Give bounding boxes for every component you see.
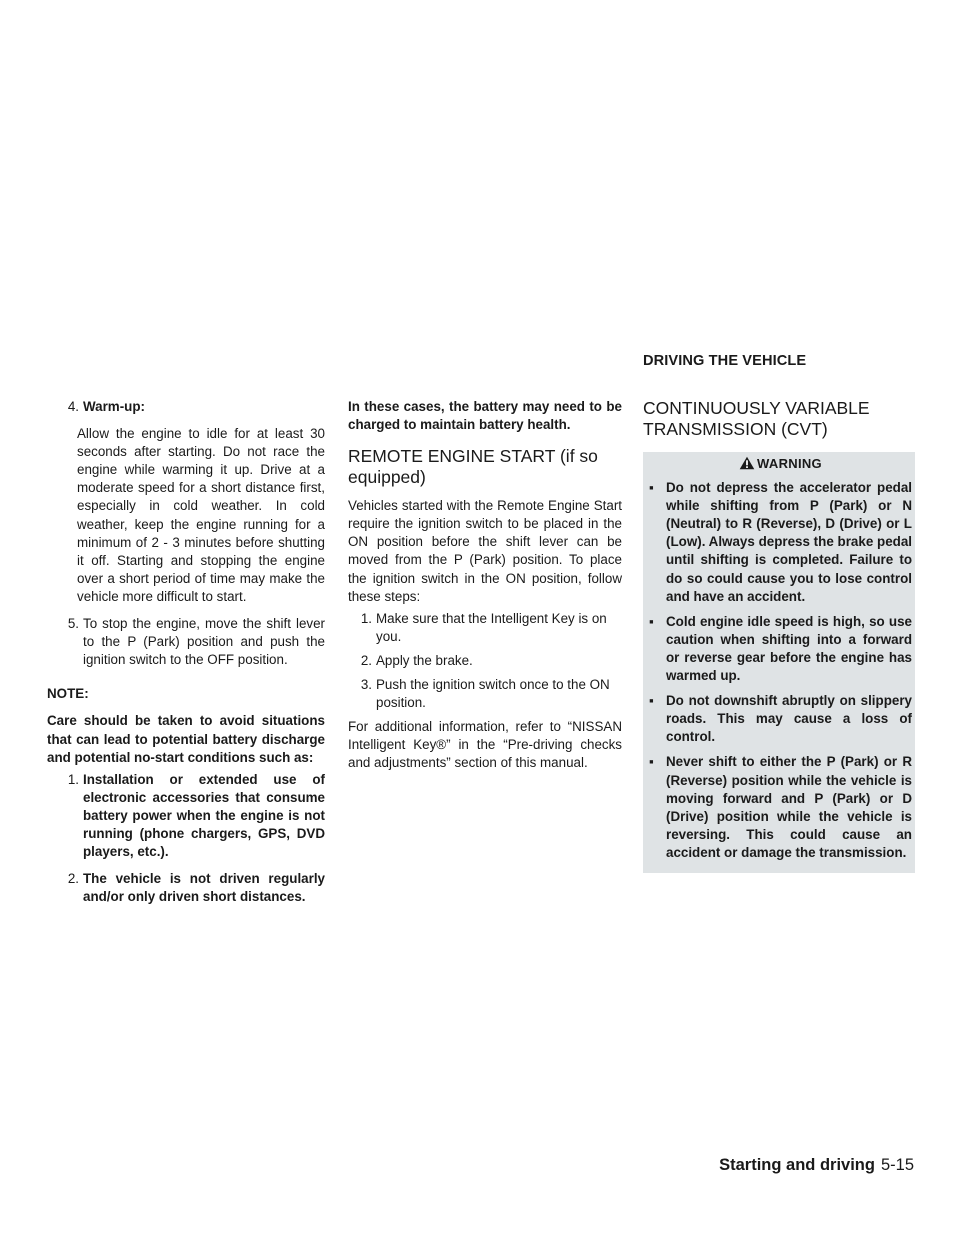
stop-engine-text: To stop the engine, move the shift lever to the P (Park) position and push the ignition switch to the OFF position. xyxy=(83,616,325,668)
note-item-text: The vehicle is not driven regularly and/or only driven short distances. xyxy=(83,871,325,905)
step-item xyxy=(348,652,622,670)
warning-item xyxy=(649,692,912,746)
step-text: Apply the brake. xyxy=(376,652,473,668)
warning-text: Do not depress the accelerator pedal while shifting from P (Park) or N (Neutral) to R (Reverse), D (Drive) or L (Low). Always depress the brake pedal until shifting is completed. Failure to do so could cause you to lose control and have an accident. xyxy=(666,480,912,604)
remote-start-intro: Vehicles started with the Remote Engine Start require the ignition switch to be placed in the ON position before the shift lever can be moved from the P (Park) position. To place the ignition switch in the ON position, follow these steps: xyxy=(348,498,622,604)
step-text: Push the ignition switch once to the ON position. xyxy=(376,677,610,711)
bullet: ▪ xyxy=(649,613,654,629)
step-text: Make sure that the Intelligent Key is on you. xyxy=(376,610,607,644)
warning-text: Do not downshift abruptly on slippery roads. This may cause a loss of control. xyxy=(666,693,912,745)
cvt-heading: CONTINUOUSLY VARIABLE TRANSMISSION (CVT) xyxy=(643,398,870,439)
warm-up-body: Allow the engine to idle for at least 30 seconds after starting. Do not race the engine while warming it up. Drive at a moderate speed for a short distance first, especially in cold weather. In cold weather, keep the engine running for a minimum of 2 - 3 minutes before shutting it off. Starting and stopping the engine over a short period of time may make the vehicle more difficult to start. xyxy=(77,426,325,604)
note-item-2 xyxy=(47,870,325,906)
column-left xyxy=(47,398,325,906)
warning-text: Cold engine idle speed is high, so use caution when shifting into a forward or reverse gear before the engine has warmed up. xyxy=(666,613,912,684)
list-number: 2. xyxy=(360,652,372,668)
section-band-title: DRIVING THE VEHICLE xyxy=(643,353,807,369)
warm-up-title: Warm-up: xyxy=(83,399,145,414)
list-number: 4. xyxy=(67,399,79,414)
step-item xyxy=(348,676,622,712)
bullet: ▪ xyxy=(649,693,654,709)
list-number: 2. xyxy=(67,871,79,887)
page-footer xyxy=(719,1156,914,1175)
note-label: NOTE: xyxy=(47,686,89,702)
step-item xyxy=(348,610,622,646)
warning-label: WARNING xyxy=(757,456,822,471)
warning-text: Never shift to either the P (Park) or R (Reverse) position while the vehicle is moving forward and P (Park) or D (Drive) position while the vehicle is reversing. This could cause an accident or damage the transmission. xyxy=(666,754,912,860)
note-body: Care should be taken to avoid situations that can lead to potential battery discharge and potential no-start conditions such as: xyxy=(47,713,325,765)
list-item-stop-engine xyxy=(47,615,325,669)
warning-triangle-icon xyxy=(739,456,755,470)
remote-start-steps xyxy=(348,610,622,712)
note-item-text: Installation or extended use of electronic accessories that consume battery power when the engine is not running (phone chargers, GPS, DVD players, etc.). xyxy=(83,771,325,860)
page-number: 5-15 xyxy=(880,1156,914,1174)
note-item-1 xyxy=(47,771,325,861)
column-middle xyxy=(348,398,622,773)
battery-note: In these cases, the battery may need to be charged to maintain battery health. xyxy=(348,399,622,433)
list-item-warm-up xyxy=(47,398,325,416)
column-right xyxy=(643,398,915,873)
footer-section-title: Starting and driving xyxy=(719,1156,875,1174)
more-info-reference: For additional information, refer to “NISSAN Intelligent Key®” in the “Pre-driving checks and adjustments” section of this manual. xyxy=(348,719,622,771)
list-number: 1. xyxy=(360,610,372,626)
list-number: 3. xyxy=(360,677,372,693)
list-number: 1. xyxy=(67,771,79,787)
list-number: 5. xyxy=(67,616,79,632)
warning-item xyxy=(649,753,912,862)
warning-item xyxy=(649,613,912,685)
warning-header xyxy=(649,452,912,479)
bullet: ▪ xyxy=(649,480,654,496)
bullet: ▪ xyxy=(649,754,654,770)
remote-start-heading: REMOTE ENGINE START (if so equipped) xyxy=(348,446,598,488)
warning-box xyxy=(643,452,915,873)
warning-item xyxy=(649,479,912,606)
